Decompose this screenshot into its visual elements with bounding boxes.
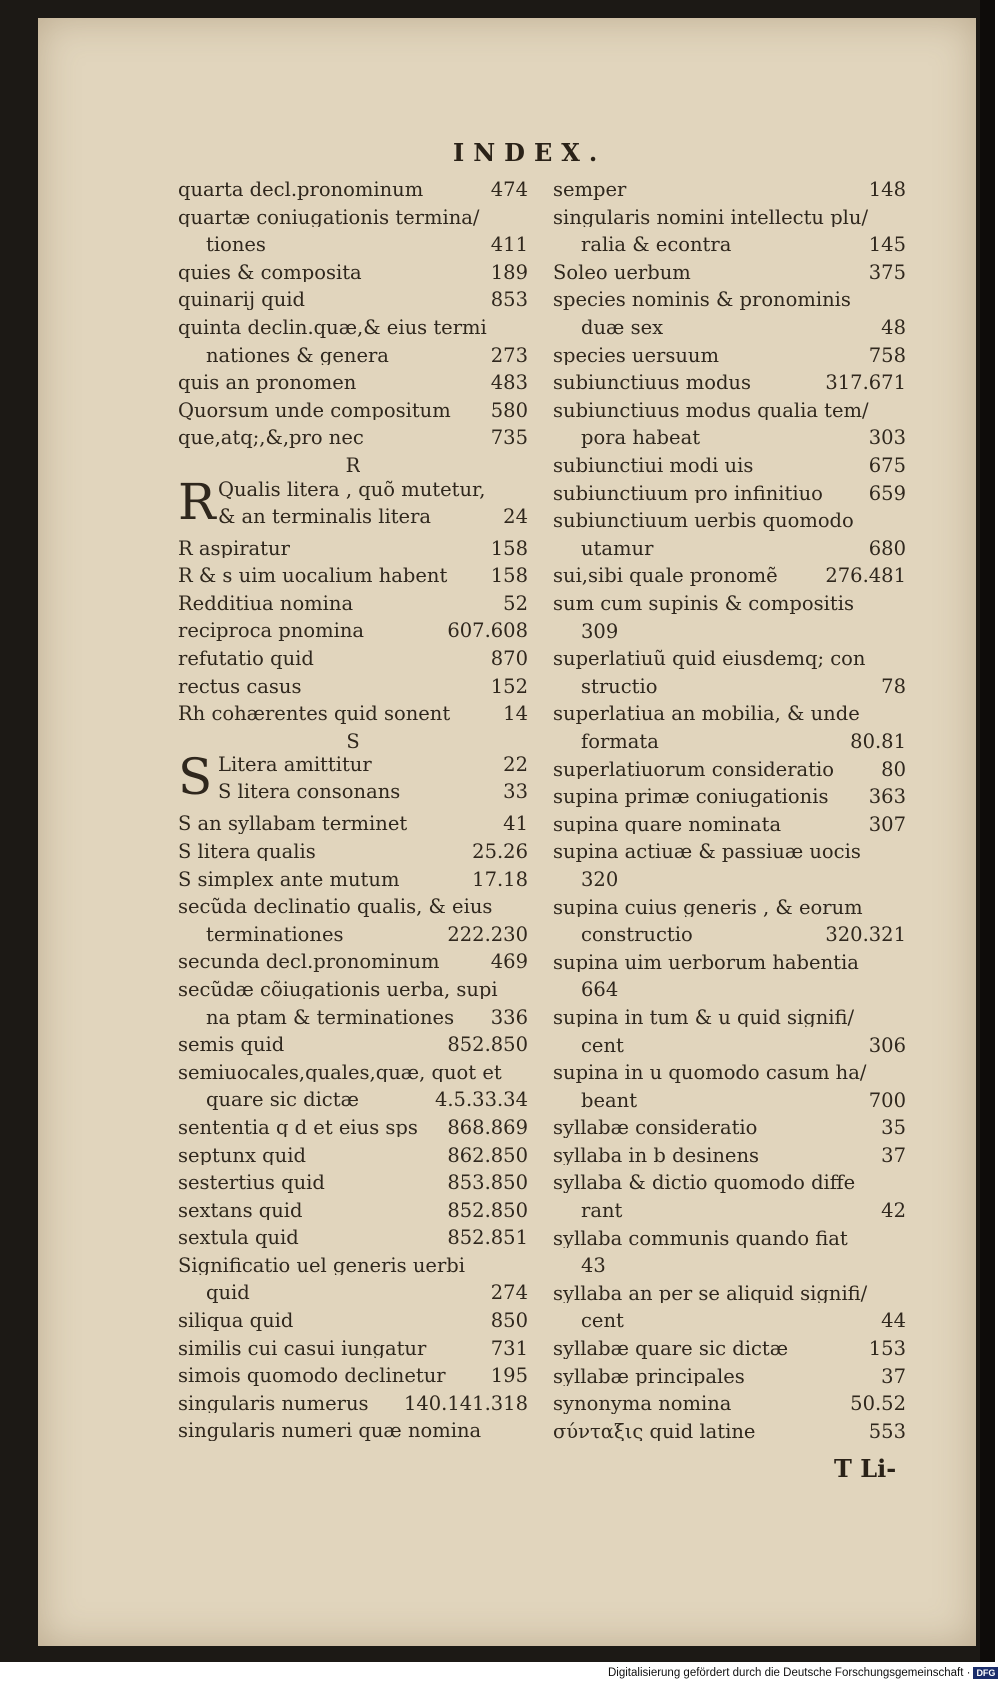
index-entry-text: sententia q d et eius sps bbox=[178, 1117, 418, 1138]
right-entries bbox=[553, 172, 906, 1441]
index-entry-text: na ptam & terminationes bbox=[206, 1007, 455, 1028]
index-entry-text: supina primæ coniugationis bbox=[553, 787, 829, 807]
index-entry bbox=[178, 613, 528, 641]
index-entry bbox=[178, 282, 528, 310]
index-entry-text: sum cum supinis & compositis bbox=[553, 594, 854, 614]
index-entry-text: R aspiratur bbox=[178, 538, 290, 559]
drop-cap-s: S bbox=[178, 748, 213, 807]
index-entry-page: 33 bbox=[503, 780, 528, 804]
index-entry bbox=[553, 972, 906, 1000]
index-entry bbox=[178, 889, 528, 917]
index-entry bbox=[178, 1386, 528, 1414]
index-entry bbox=[178, 917, 528, 945]
left-column bbox=[178, 172, 528, 1441]
page-header: INDEX. bbox=[453, 138, 607, 167]
index-entry-page: 469 bbox=[490, 950, 528, 974]
index-entry bbox=[553, 862, 906, 890]
initial-s-block bbox=[178, 748, 528, 807]
index-entry-page: 553 bbox=[868, 1419, 906, 1443]
index-entry-page: 80 bbox=[881, 757, 906, 781]
index-entry bbox=[178, 1413, 528, 1441]
index-entry-text: R bbox=[345, 456, 361, 476]
index-entry bbox=[178, 531, 528, 559]
index-entry bbox=[553, 889, 906, 917]
index-entry-text: tiones bbox=[206, 235, 266, 255]
index-entry-text: S litera consonans bbox=[218, 780, 401, 804]
index-entry-text: semiuocales,quales,quæ, quot et bbox=[178, 1062, 502, 1083]
index-entry-text: sextula quid bbox=[178, 1228, 299, 1248]
index-entry bbox=[553, 917, 906, 945]
initial-r-block bbox=[178, 472, 528, 531]
index-entry-page: 850 bbox=[490, 1309, 528, 1333]
index-entry-text: supina cuius generis , & eorum bbox=[553, 897, 863, 918]
index-entry bbox=[553, 1110, 906, 1138]
index-entry bbox=[553, 807, 906, 835]
index-entry bbox=[178, 1027, 528, 1055]
index-entry-page: 42 bbox=[881, 1199, 906, 1223]
index-entry bbox=[178, 834, 528, 862]
index-entry-page: 195 bbox=[490, 1364, 528, 1388]
index-entry bbox=[178, 255, 528, 283]
index-entry-text: superlatiuũ quid eiusdemq; con bbox=[553, 649, 866, 669]
index-entry bbox=[178, 420, 528, 448]
index-entry-text: cent bbox=[581, 1311, 624, 1331]
index-entry-text: quartæ coniugationis termina/ bbox=[178, 207, 480, 228]
index-entry-text: species uersuum bbox=[553, 345, 719, 366]
index-entry bbox=[553, 476, 906, 504]
dfg-logo: DFG bbox=[973, 1667, 998, 1679]
index-entry-text: pora habeat bbox=[581, 428, 701, 448]
index-entry-text: constructio bbox=[581, 925, 693, 945]
index-entry bbox=[553, 1055, 906, 1083]
index-entry-text: syllaba an per se aliquid signifi/ bbox=[553, 1283, 868, 1304]
index-entry-page: 4.5.33.34 bbox=[434, 1088, 528, 1112]
index-entry-text: siliqua quid bbox=[178, 1311, 294, 1331]
index-entry-text: superlatiua an mobilia, & unde bbox=[553, 704, 860, 724]
index-entry-text: quare sic dictæ bbox=[206, 1090, 359, 1110]
index-entry-text: species nominis & pronominis bbox=[553, 290, 851, 310]
index-entry-text: Significatio uel generis uerbi bbox=[178, 1255, 465, 1276]
index-entry-page: 659 bbox=[868, 481, 906, 505]
index-entry-text: S litera qualis bbox=[178, 841, 316, 862]
scan-edge bbox=[980, 0, 995, 1662]
index-entry-text: supina actiuæ & passiuæ uocis bbox=[553, 842, 861, 862]
index-entry-text: syllabæ principales bbox=[553, 1366, 745, 1387]
index-entry-page: 700 bbox=[868, 1088, 906, 1112]
index-entry bbox=[553, 1386, 906, 1414]
index-entry bbox=[553, 834, 906, 862]
index-entry-text: Litera amittitur bbox=[218, 753, 372, 777]
index-entry-text: & an terminalis litera bbox=[218, 504, 432, 528]
index-entry-page: 317.671 bbox=[825, 371, 906, 395]
index-entry bbox=[178, 310, 528, 338]
index-entry-text: singularis numerus bbox=[178, 1393, 369, 1414]
index-entry bbox=[178, 1193, 528, 1221]
index-entry-text: rant bbox=[581, 1201, 623, 1221]
index-entry bbox=[553, 696, 906, 724]
index-entry bbox=[553, 448, 906, 476]
index-entry-page: 868.869 bbox=[447, 1115, 528, 1139]
index-entry-text: semis quid bbox=[178, 1035, 285, 1055]
drop-cap-r: R bbox=[178, 472, 216, 531]
index-entry bbox=[178, 696, 528, 724]
index-entry bbox=[553, 558, 906, 586]
index-entry-page: 852.851 bbox=[447, 1226, 528, 1250]
index-entry-text: syllaba & dictio quomodo diffe bbox=[553, 1173, 856, 1193]
index-entry bbox=[553, 641, 906, 669]
index-entry bbox=[553, 420, 906, 448]
index-entry-page: 153 bbox=[868, 1337, 906, 1361]
index-entry-text: structio bbox=[581, 676, 658, 697]
index-entry-page: 48 bbox=[881, 316, 906, 340]
index-entry bbox=[178, 669, 528, 697]
index-entry-page: 222.230 bbox=[447, 922, 528, 946]
index-entry bbox=[178, 365, 528, 393]
index-entry-page: 320.321 bbox=[825, 923, 906, 947]
index-entry-page: 35 bbox=[881, 1116, 906, 1140]
index-entry-page: 731 bbox=[490, 1336, 528, 1360]
index-entry bbox=[178, 1331, 528, 1359]
index-entry bbox=[178, 1220, 528, 1248]
index-entry bbox=[178, 227, 528, 255]
index-entry bbox=[553, 1138, 906, 1166]
index-entry bbox=[178, 1275, 528, 1303]
index-entry bbox=[178, 1082, 528, 1110]
index-entry-text: 43 bbox=[581, 1256, 606, 1276]
index-entry-text: duæ sex bbox=[581, 318, 664, 338]
index-entry-text: refutatio quid bbox=[178, 649, 314, 669]
index-entry-page: 303 bbox=[868, 426, 906, 450]
index-entry bbox=[553, 1331, 906, 1359]
index-entry-text: syllaba communis quando fiat bbox=[553, 1228, 848, 1249]
index-entry-text: quinta declin.quæ,& eius termi bbox=[178, 318, 487, 338]
index-entry-text: supina in u quomodo casum ha/ bbox=[553, 1063, 867, 1083]
index-entry bbox=[553, 669, 906, 697]
index-entry bbox=[553, 227, 906, 255]
index-entry-page: 336 bbox=[490, 1005, 528, 1029]
index-entry-text: beant bbox=[581, 1090, 638, 1111]
index-entry-text: quarta decl.pronominum bbox=[178, 180, 424, 200]
index-entry-page: 862.850 bbox=[447, 1143, 528, 1167]
index-entry-page: 37 bbox=[881, 1364, 906, 1388]
index-entry bbox=[553, 1248, 906, 1276]
index-entry-text: subiunctiuum uerbis quomodo bbox=[553, 511, 854, 531]
index-entry bbox=[178, 861, 528, 889]
index-entry bbox=[553, 255, 906, 283]
index-entry-text: quid bbox=[206, 1283, 250, 1303]
index-entry bbox=[553, 200, 906, 228]
index-entry bbox=[178, 1358, 528, 1386]
index-entry bbox=[178, 972, 528, 1000]
index-entry-text: 664 bbox=[581, 980, 619, 1000]
index-entry bbox=[178, 558, 528, 586]
index-entry-page: 41 bbox=[503, 812, 528, 836]
index-entry-page: 17.18 bbox=[472, 867, 528, 891]
index-entry bbox=[178, 1248, 528, 1276]
index-entry bbox=[178, 1165, 528, 1193]
index-entry-text: supina in tum & u quid signifi/ bbox=[553, 1007, 855, 1028]
index-entry-page: 145 bbox=[868, 233, 906, 257]
index-entry-text: syllaba in b desinens bbox=[553, 1145, 760, 1166]
index-entry bbox=[178, 1137, 528, 1165]
index-entry-text: terminationes bbox=[206, 924, 344, 945]
index-entry bbox=[553, 393, 906, 421]
index-entry-text: Quorsum unde compositum bbox=[178, 400, 451, 421]
index-entry bbox=[553, 1083, 906, 1111]
index-entry-text: quis an pronomen bbox=[178, 373, 357, 393]
index-entry bbox=[553, 1027, 906, 1055]
index-entry-text: singularis nomini intellectu plu/ bbox=[553, 207, 869, 228]
index-entry-text: subiunctiuus modus qualia tem/ bbox=[553, 400, 869, 421]
index-entry-text: supina uim uerborum habentia bbox=[553, 952, 859, 973]
index-entry-text: sextans quid bbox=[178, 1200, 303, 1221]
index-entry-page: 148 bbox=[868, 178, 906, 202]
index-entry bbox=[178, 200, 528, 228]
index-entry-page: 758 bbox=[868, 343, 906, 367]
index-entry-text: S simplex ante mutum bbox=[178, 869, 400, 890]
index-entry bbox=[178, 393, 528, 421]
index-entry-page: 607.608 bbox=[447, 619, 528, 643]
index-entry-text: rectus casus bbox=[178, 676, 302, 697]
index-entry-page: 52 bbox=[503, 591, 528, 615]
index-entry-page: 276.481 bbox=[825, 564, 906, 588]
index-entry bbox=[553, 338, 906, 366]
index-entry-text: simois quomodo declinetur bbox=[178, 1366, 446, 1386]
left-mid-entries bbox=[178, 531, 528, 752]
left-top-entries bbox=[178, 172, 528, 476]
index-entry-text: quinarij quid bbox=[178, 290, 306, 310]
index-entry bbox=[553, 172, 906, 200]
index-entry-text: utamur bbox=[581, 538, 654, 559]
index-entry-text: septunx quid bbox=[178, 1145, 306, 1165]
index-entry bbox=[553, 1359, 906, 1387]
index-entry-text: syllabæ quare sic dictæ bbox=[553, 1339, 789, 1359]
index-entry-text: synonyma nomina bbox=[553, 1394, 732, 1414]
index-entry-text: Qualis litera , quõ mutetur, bbox=[218, 477, 486, 501]
index-entry-text: singularis numeri quæ nomina bbox=[178, 1421, 482, 1441]
index-entry-text: σύνταξις quid latine bbox=[553, 1421, 756, 1442]
index-entry bbox=[553, 1165, 906, 1193]
index-entry bbox=[553, 779, 906, 807]
index-entry bbox=[553, 282, 906, 310]
index-entry-page: 273 bbox=[490, 343, 528, 367]
index-entry-page: 24 bbox=[503, 504, 528, 528]
index-entry bbox=[553, 310, 906, 338]
index-entry-page: 307 bbox=[868, 812, 906, 836]
index-entry bbox=[178, 1303, 528, 1331]
index-entry-text: sui,sibi quale pronomẽ bbox=[553, 566, 778, 586]
index-entry-page: 50.52 bbox=[850, 1392, 906, 1416]
index-entry-page: 37 bbox=[881, 1143, 906, 1167]
section-letter bbox=[178, 448, 528, 476]
index-entry-text: subiunctiuum pro infinitiuo bbox=[553, 483, 823, 504]
index-entry-page: 14 bbox=[503, 702, 528, 726]
index-entry-page: 852.850 bbox=[447, 1033, 528, 1057]
index-entry-text: quies & composita bbox=[178, 262, 362, 283]
index-entry bbox=[553, 531, 906, 559]
index-entry-page: 80.81 bbox=[850, 729, 906, 753]
index-entry-text: similis cui casui iungatur bbox=[178, 1338, 427, 1359]
index-entry bbox=[178, 944, 528, 972]
index-entry bbox=[553, 1193, 906, 1221]
index-entry-page: 25.26 bbox=[472, 839, 528, 863]
index-entry-page: 44 bbox=[881, 1309, 906, 1333]
index-entry-text: reciproca pnomina bbox=[178, 621, 365, 641]
index-entry-text: Rh cohærentes quid sonent bbox=[178, 704, 451, 724]
index-entry bbox=[553, 365, 906, 393]
index-entry-text: cent bbox=[581, 1035, 624, 1055]
index-entry-text: nationes & genera bbox=[206, 345, 389, 366]
index-entry-page: 189 bbox=[490, 260, 528, 284]
index-entry-page: 870 bbox=[490, 647, 528, 670]
index-entry bbox=[178, 641, 528, 669]
index-entry-text: secũdæ cõiugationis uerba, supi bbox=[178, 979, 498, 1000]
index-entry-page: 852.850 bbox=[447, 1198, 528, 1222]
index-entry-text: sestertius quid bbox=[178, 1173, 325, 1193]
index-entry-text: subiunctiui modi uis bbox=[553, 456, 754, 476]
index-entry-text: formata bbox=[581, 731, 659, 752]
index-entry-page: 363 bbox=[868, 785, 906, 809]
left-bottom-entries bbox=[178, 806, 528, 1441]
index-entry bbox=[178, 586, 528, 614]
index-entry bbox=[553, 1000, 906, 1028]
index-entry bbox=[553, 1303, 906, 1331]
index-entry-text: supina quare nominata bbox=[553, 814, 782, 835]
index-entry-text: ralia & econtra bbox=[581, 235, 732, 255]
index-entry-text: semper bbox=[553, 180, 627, 200]
index-entry-text: 320 bbox=[581, 869, 619, 890]
right-column bbox=[553, 172, 906, 1441]
index-entry bbox=[553, 1221, 906, 1249]
index-entry-page: 474 bbox=[490, 178, 528, 202]
index-entry bbox=[178, 1055, 528, 1083]
index-entry bbox=[178, 172, 528, 200]
index-entry-page: 152 bbox=[490, 674, 528, 698]
index-entry bbox=[178, 999, 528, 1027]
index-entry-page: 853.850 bbox=[447, 1171, 528, 1195]
index-entry-page: 680 bbox=[868, 536, 906, 560]
index-entry-text: S an syllabam terminet bbox=[178, 814, 408, 834]
index-entry-page: 375 bbox=[868, 260, 906, 284]
footer-credit bbox=[608, 1667, 998, 1679]
index-entry-page: 22 bbox=[503, 753, 528, 777]
index-entry bbox=[553, 1414, 906, 1442]
index-entry-text: Redditiua nomina bbox=[178, 593, 354, 614]
index-entry-page: 675 bbox=[868, 454, 906, 478]
index-entry bbox=[553, 724, 906, 752]
index-entry-text: R & s uim uocalium habent bbox=[178, 566, 448, 586]
index-entry-text: Soleo uerbum bbox=[553, 262, 691, 283]
index-entry bbox=[553, 503, 906, 531]
index-entry-page: 735 bbox=[490, 426, 528, 450]
index-entry-page: 580 bbox=[490, 398, 528, 422]
index-entry-page: 306 bbox=[868, 1033, 906, 1057]
index-entry-text: que,atq;,&,pro nec bbox=[178, 428, 364, 448]
index-entry-page: 411 bbox=[490, 233, 528, 257]
index-entry bbox=[178, 1110, 528, 1138]
catchword: T Li- bbox=[834, 1454, 897, 1483]
index-entry-text: 309 bbox=[581, 621, 619, 642]
index-entry bbox=[553, 586, 906, 614]
index-entry bbox=[553, 751, 906, 779]
index-entry-text: S bbox=[346, 731, 360, 752]
index-entry-page: 483 bbox=[490, 371, 528, 395]
index-entry-page: 158 bbox=[490, 564, 528, 588]
index-entry-text: superlatiuorum consideratio bbox=[553, 759, 834, 780]
index-entry-page: 853 bbox=[490, 288, 528, 312]
section-letter bbox=[178, 724, 528, 752]
index-entry-page: 158 bbox=[490, 536, 528, 560]
index-entry bbox=[178, 806, 528, 834]
index-entry bbox=[553, 1276, 906, 1304]
index-entry-page: 78 bbox=[881, 674, 906, 698]
index-entry-text: secũda declinatio qualis, & eius bbox=[178, 897, 493, 917]
index-entry-text: subiunctiuus modus bbox=[553, 373, 751, 393]
index-entry-text: secunda decl.pronominum bbox=[178, 952, 440, 972]
index-entry bbox=[553, 614, 906, 642]
index-entry-page: 140.141.318 bbox=[403, 1391, 528, 1415]
index-entry-page: 274 bbox=[490, 1281, 528, 1305]
index-entry-text: syllabæ consideratio bbox=[553, 1118, 758, 1138]
footer-text: Digitalisierung gefördert durch die Deutsche Forschungsgemeinschaft · bbox=[608, 1667, 971, 1679]
index-entry bbox=[178, 338, 528, 366]
index-entry bbox=[553, 945, 906, 973]
